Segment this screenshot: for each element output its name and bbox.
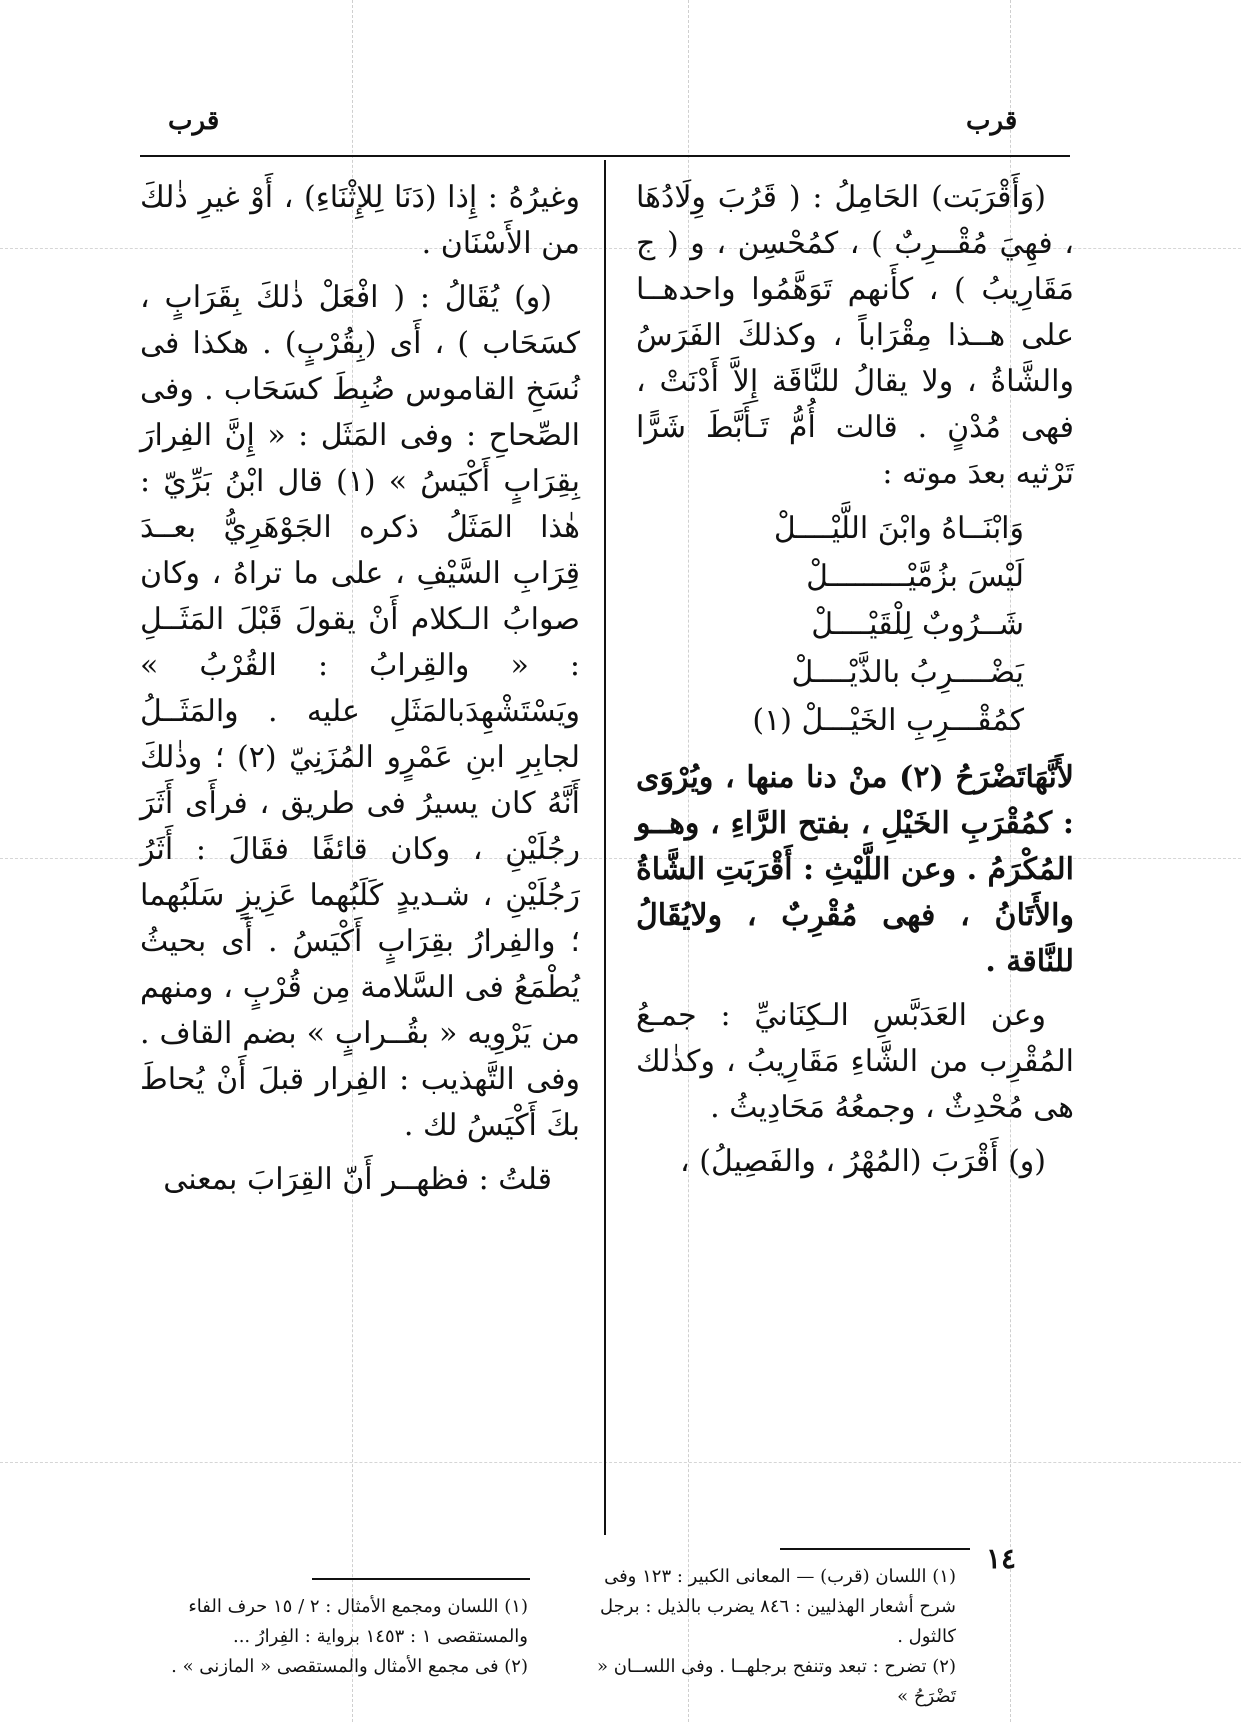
verse-line: لَيْسَ بزُمَّيْـــــــــلْ xyxy=(806,559,1024,594)
right-column xyxy=(636,175,1074,1193)
paragraph: لأَنَّهَاتَضْرَحُ (٢) منْ دنا منها ، ويُرْوَى : كمُقْرَبِ الخَيْلِ ، بفتح الرَّاءِ ، وهــو المُكْرَمُ . وعن اللَّيْثِ : أَقْرَبَتِ الشَّاةُ والأَتَانُ ، فهى مُقْرِبٌ ، ولايُقَالُ للنَّاقة . xyxy=(636,760,1074,979)
verse-line: وَابْنَــاهُ وابْنَ اللَّيْــــلْ xyxy=(773,511,1024,546)
footnote: (٢) فى مجمع الأمثال والمستقصى « المازنى » . xyxy=(171,1656,528,1677)
verse-line: يَضْــــرِبُ بالذَّيْــــلْ xyxy=(791,655,1024,690)
right-footnotes xyxy=(586,1562,956,1712)
header-rule xyxy=(140,155,1070,157)
footnote: (٢) تضرح : تبعد وتنفح برجلهــا . وفى اللســان « تَضْرَحُ » xyxy=(596,1656,956,1707)
footnote: (١) اللسان (قرب) — المعانى الكبير : ١٢٣ وفى شرح أشعار الهذليين : ٨٤٦ يضرب بالذيل : برجل كالثول . xyxy=(599,1566,956,1647)
right-headword: قرب xyxy=(966,106,1018,136)
column-divider xyxy=(604,160,606,1535)
paragraph: وعن العَدَبَّسِ الـكِنَانيِّ : جمـعُ المُقْرِب من الشَّاءِ مَقَارِيبُ ، وكذٰلك هى مُحْدِثٌ ، وجمعُهُ مَحَادِيثُ . xyxy=(636,998,1074,1125)
left-headword: قرب xyxy=(168,106,220,136)
paragraph: (و) يُقَالُ : ( افْعَلْ ذٰلكَ بِقَرَابٍ ، كسَحَاب ) ، أَى (بِقُرْبٍ) . هكذا فى نُسَخِ القاموس ضُبِطَ كسَحَاب . وفى الصِّحاحِ : وفى المَثَل : « إِنَّ الفِرارَ بِقِرَابٍ أَكْيَسُ » (١) قال ابْنُ بَرِّيّ : هٰذا المَثَلُ ذكره الجَوْهَرِيُّ بعــدَ قِرَابِ السَّيْفِ ، على ما تراهُ ، وكان صوابُ الـكلام أَنْ يقولَ قَبْلَ المَثَــلِ : « والقِرابُ : القُرْبُ » ويَسْتَشْهِدَبالمَثَلِ عليه . والمَثَــلُ لجابِرِ ابنِ عَمْرٍو المُزَنِيّ (٢) ؛ وذٰلكَ أَنَّهُ كان يسيرُ فى طريق ، فرأَى أَثَرَ رجُلَيْنِ ، وكان قائفًا فقَالَ : أَثَرُ رَجُلَيْنِ ، شـديدٍ كَلَبُهما عَزِيزٍ سَلَبُهما ؛ والفِرارُ بقِرَابٍ أَكْيَسُ . أَى بحيثُ يُطْمَعُ فى السَّلامة مِن قُرْبٍ ، ومنهم من يَرْوِيه « بقُــرابٍ » بضم القاف . وفى التَّهذيب : الفِرار قبلَ أَنْ يُحاطَ بكَ أَكْيَسُ لك . xyxy=(140,280,580,1143)
footnote: (١) اللسان ومجمع الأمثال : ٢ / ١٥ حرف الفاء والمستقصى ١ : ١٤٥٣ برواية : الفِرارُ ... xyxy=(188,1596,528,1647)
left-footnotes xyxy=(110,1592,528,1682)
left-column xyxy=(140,175,580,1211)
scan-grid-line xyxy=(0,1462,1241,1463)
paragraph: وغيرُهُ : إِذا (دَنَا لِلإِثْنَاءِ) ، أَوْ غيرِ ذٰلكَ من الأَسْنَان . xyxy=(140,180,580,261)
paragraph: (وَأَقْرَبَت) الحَامِلُ : ( قَرُبَ وِلَادُهَا ، فهِيَ مُقْــرِبٌ ) ، كمُحْسِن ، و ( ج مَقَارِيبُ ) ، كأَنهم تَوَهَّمُوا واحدهــا على هــذا مِقْرَاباً ، وكذلكَ الفَرَسُ والشَّاةُ ، ولا يقالُ للنَّاقَة إِلاَّ أَدْنَتْ ، فهى مُدْنٍ . قالت أُمُّ تَـأَبَّطَ شَرًّا تَرْثيه بعدَ موته : xyxy=(636,180,1074,491)
verse-line: كمُقْـــرِبِ الخَيْـــلْ (١) xyxy=(752,703,1024,738)
page-number: ١٤ xyxy=(986,1542,1017,1575)
verse-block xyxy=(636,505,1074,745)
footnote-rule xyxy=(312,1578,530,1580)
verse-line: شَــرُوبٌ لِلْقَيْــــلْ xyxy=(811,607,1024,642)
paragraph: قلتُ : فظهــر أَنّ القِرَابَ بمعنى xyxy=(163,1162,552,1197)
footnote-rule xyxy=(780,1548,970,1550)
paragraph: (و) أَقْرَبَ (المُهْرُ ، والفَصِيلُ) ، xyxy=(680,1144,1046,1179)
